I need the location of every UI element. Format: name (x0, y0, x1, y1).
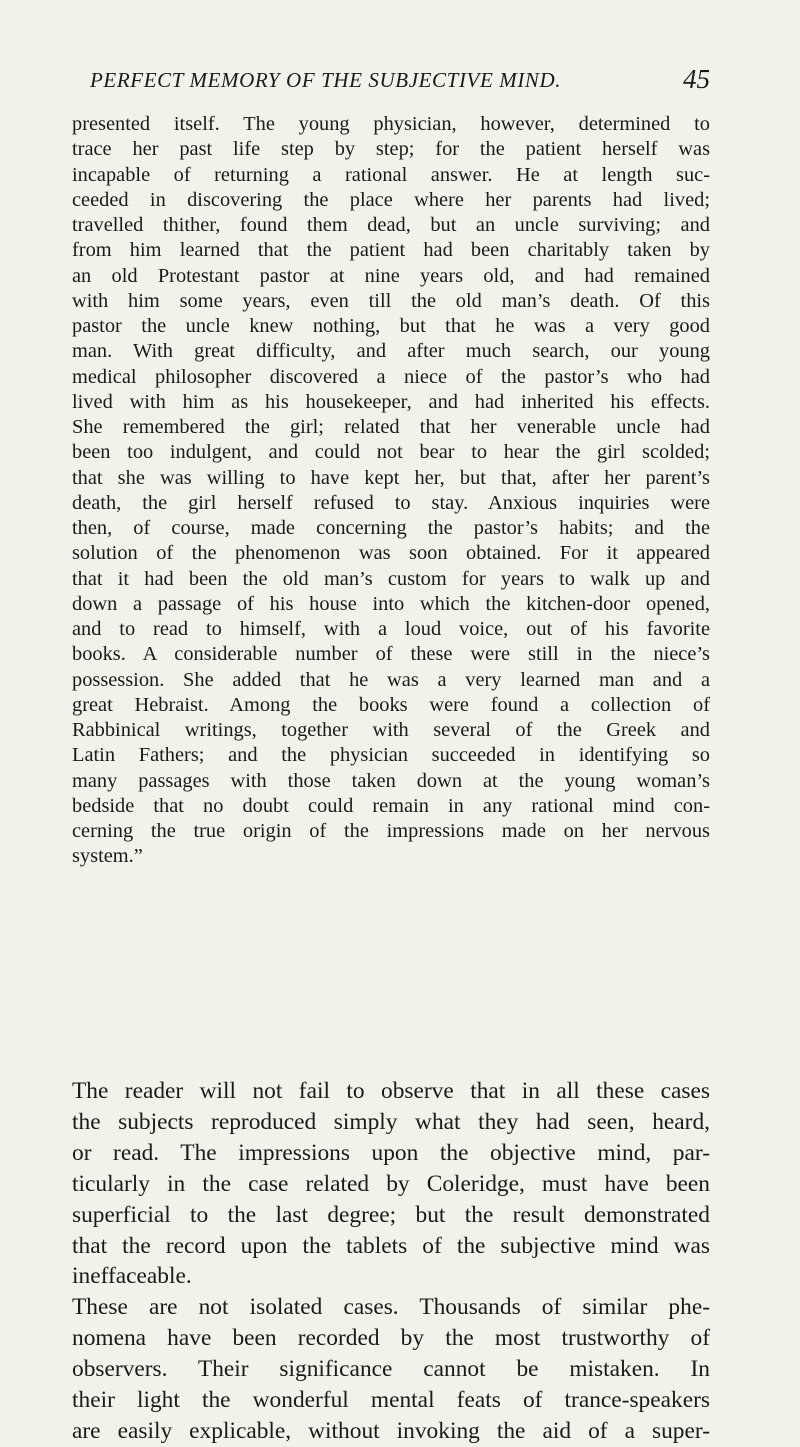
text-line: that it had been the old man’s custom for years to walk up and (72, 567, 710, 590)
text-line: Rabbinical writings, together with several of the Greek and (72, 719, 710, 741)
text-line: and to read to himself, with a loud voice, out of his favorite (72, 618, 710, 640)
text-line: the subjects reproduced simply what they had seen, heard, (72, 1108, 710, 1135)
text-line: many passages with those taken down at the young woman’s (72, 769, 710, 792)
text-line: their light the wonderful mental feats of trance-speakers (72, 1387, 710, 1414)
text-line: solution of the phenomenon was soon obtained. For it appeared (72, 542, 710, 565)
paragraph (72, 1076, 710, 1292)
text-line: ineffaceable. (72, 1263, 192, 1290)
text-line: system.” (72, 845, 143, 868)
text-line: been too indulgent, and could not bear to hear the girl scolded; (72, 441, 710, 464)
text-line: are easily explicable, without invoking the aid of a super- (72, 1417, 710, 1444)
text-line: Latin Fathers; and the physician succeeded in identifying so (72, 744, 710, 767)
text-line: trace her past life step by step; for the patient herself was (72, 138, 710, 161)
text-line: travelled thither, found them dead, but an uncle surviving; and (72, 214, 710, 236)
page-number: 45 (683, 64, 710, 94)
text-line: incapable of returning a rational answer. He at length suc- (72, 163, 710, 186)
running-title: PERFECT MEMORY OF THE SUBJECTIVE MIND. (90, 68, 562, 92)
text-line: then, of course, made concerning the pastor’s habits; and the (72, 517, 710, 539)
text-line: She remembered the girl; related that her venerable uncle had (72, 416, 710, 438)
text-line: superficial to the last degree; but the result demonstrated (72, 1201, 710, 1228)
text-line: presented itself. The young physician, however, determined to (72, 113, 710, 135)
text-line: books. A considerable number of these were still in the niece’s (72, 643, 710, 666)
text-line: observers. Their significance cannot be mistaken. In (72, 1356, 710, 1383)
text-line: that she was willing to have kept her, but that, after her parent’s (72, 466, 710, 489)
quoted-passage (72, 112, 710, 870)
text-line: with him some years, even till the old man’s death. Of this (72, 289, 710, 312)
text-line: possession. She added that he was a very learned man and a (72, 668, 710, 691)
text-line: cerning the true origin of the impressions made on her nervous (72, 820, 710, 842)
text-line: The reader will not fail to observe that in all these cases (72, 1078, 710, 1104)
text-line: an old Protestant pastor at nine years old, and had remained (72, 264, 710, 287)
text-line: medical philosopher discovered a niece of the pastor’s who had (72, 365, 710, 388)
text-line: great Hebraist. Among the books were found a collection of (72, 693, 710, 716)
paragraph (72, 1292, 710, 1447)
text-line: ceeded in discovering the place where her parents had lived; (72, 188, 710, 211)
text-line: from him learned that the patient had been charitably taken by (72, 239, 710, 262)
body-text (72, 1076, 710, 1447)
text-line: These are not isolated cases. Thousands of similar phe- (72, 1294, 710, 1321)
text-line: ticularly in the case related by Coleridge, must have been (72, 1170, 710, 1197)
running-header (72, 62, 710, 102)
text-line: bedside that no doubt could remain in any rational mind con- (72, 794, 710, 817)
text-line: death, the girl herself refused to stay. Anxious inquiries were (72, 491, 710, 514)
text-line: lived with him as his housekeeper, and had inherited his effects. (72, 390, 710, 413)
text-line: down a passage of his house into which the kitchen-door opened, (72, 592, 710, 615)
text-line: or read. The impressions upon the objective mind, par- (72, 1139, 710, 1166)
text-line: man. With great difficulty, and after much search, our young (72, 340, 710, 363)
text-line: pastor the uncle knew nothing, but that he was a very good (72, 315, 710, 337)
text-line: nomena have been recorded by the most trustworthy of (72, 1325, 710, 1352)
text-line: that the record upon the tablets of the subjective mind was (72, 1232, 710, 1259)
